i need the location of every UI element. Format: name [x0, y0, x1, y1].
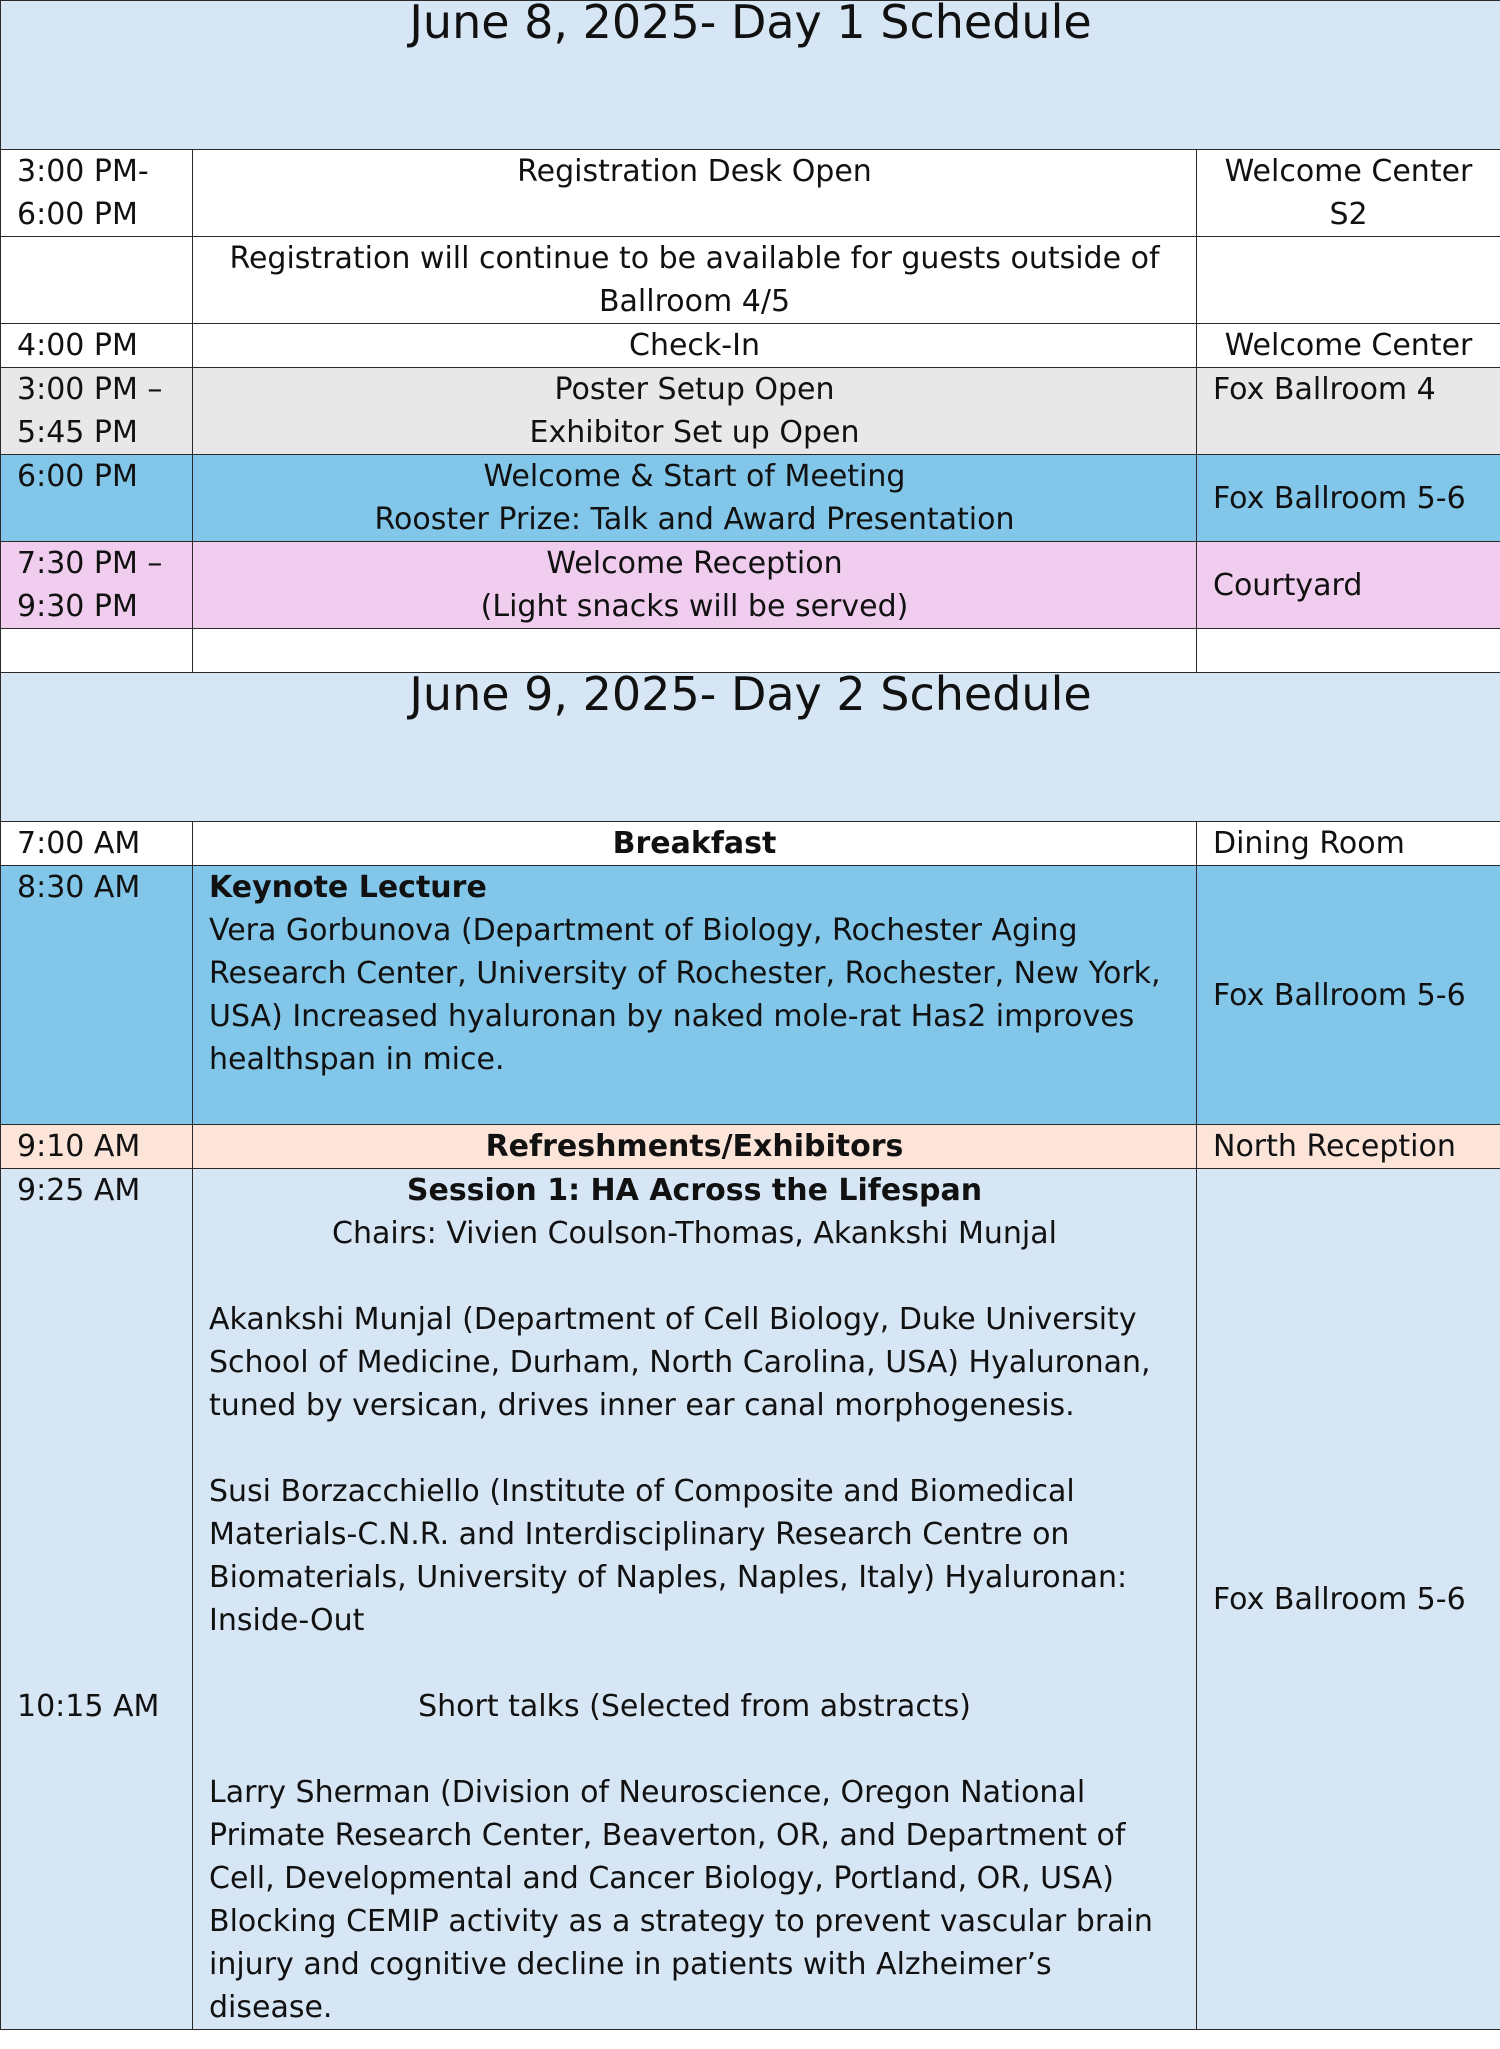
row-time [1, 237, 193, 324]
row-time: 6:00 PM [1, 455, 193, 542]
row-location: Fox Ballroom 5-6 [1197, 1169, 1500, 2030]
row-event: Breakfast [193, 822, 1197, 866]
row-time: 8:30 AM [1, 866, 193, 1125]
row-event: Welcome Reception (Light snacks will be served) [193, 542, 1197, 629]
keynote-body: Vera Gorbunova (Department of Biology, Rochester Aging Research Center, University of Rochester, Rochester, New York, USA) Increased hyaluronan by naked mole-rat Has2 improves healthspan in mice. [209, 913, 1161, 1077]
row-time: 7:00 AM [1, 822, 193, 866]
schedule-row [1, 368, 1500, 455]
row-time: 3:00 PM – 5:45 PM [1, 368, 193, 455]
row-event: Registration Desk Open [193, 150, 1197, 237]
day2-title-row [1, 673, 1500, 822]
day2-title: June 9, 2025- Day 2 Schedule [1, 673, 1500, 822]
row-location: Welcome Center [1197, 324, 1500, 368]
talk-munjal: Akankshi Munjal (Department of Cell Biology, Duke University School of Medicine, Durham, North Carolina, USA) Hyaluronan, tuned by versican, drives inner ear canal morphogenesis. [209, 1302, 1151, 1423]
talk-sherman: Larry Sherman (Division of Neuroscience, Oregon National Primate Research Center, Beaverton, OR, and Department of Cell, Developmental and Cancer Biology, Portland, OR, USA) Blocking CEMIP activity as a strategy to prevent vascular brain injury and cognitive decline in patients with Alzheimer’s disease. [209, 1775, 1153, 2025]
empty-row [1, 629, 1500, 673]
row-location: Courtyard [1197, 542, 1500, 629]
session1-row [1, 1169, 1500, 2030]
session1-cell [193, 1169, 1197, 2030]
short-talks-label: Short talks (Selected from abstracts) [418, 1689, 971, 1724]
row-location: Fox Ballroom 5-6 [1197, 866, 1500, 1125]
schedule-row [1, 150, 1500, 237]
schedule-row [1, 455, 1500, 542]
session1-heading: Session 1: HA Across the Lifespan [406, 1173, 983, 1208]
keynote-cell [193, 866, 1197, 1125]
row-location: Fox Ballroom 5-6 [1197, 455, 1500, 542]
schedule-row [1, 542, 1500, 629]
row-location: Dining Room [1197, 822, 1500, 866]
row-event: Poster Setup Open Exhibitor Set up Open [193, 368, 1197, 455]
schedule-row [1, 1125, 1500, 1169]
row-time: 4:00 PM [1, 324, 193, 368]
row-event: Welcome & Start of Meeting Rooster Prize: Talk and Award Presentation [193, 455, 1197, 542]
row-time: 3:00 PM- 6:00 PM [1, 150, 193, 237]
row-location: Welcome Center S2 [1197, 150, 1500, 237]
row-event: Registration will continue to be available for guests outside of Ballroom 4/5 [193, 237, 1197, 324]
row-time: 9:10 AM [1, 1125, 193, 1169]
row-location: North Reception [1197, 1125, 1500, 1169]
row-event: Check-In [193, 324, 1197, 368]
schedule-row [1, 324, 1500, 368]
schedule-row [1, 822, 1500, 866]
row-time: 7:30 PM – 9:30 PM [1, 542, 193, 629]
short-talks-time: 10:15 AM [17, 1689, 160, 1724]
row-location: Fox Ballroom 4 [1197, 368, 1500, 455]
talk-borzacchiello: Susi Borzacchiello (Institute of Composite and Biomedical Materials-C.N.R. and Interdisciplinary Research Centre on Biomaterials, University of Naples, Naples, Italy) Hyaluronan: Inside-Out [209, 1474, 1128, 1638]
keynote-row [1, 866, 1500, 1125]
session1-chairs: Chairs: Vivien Coulson-Thomas, Akankshi Munjal [332, 1216, 1057, 1251]
session1-time: 9:25 AM [17, 1173, 141, 1208]
day1-title-row [1, 1, 1500, 150]
schedule-row [1, 237, 1500, 324]
row-event: Refreshments/Exhibitors [193, 1125, 1197, 1169]
day1-title: June 8, 2025- Day 1 Schedule [1, 1, 1500, 150]
session1-time-cell [1, 1169, 193, 2030]
keynote-heading: Keynote Lecture [209, 870, 487, 905]
row-location [1197, 237, 1500, 324]
